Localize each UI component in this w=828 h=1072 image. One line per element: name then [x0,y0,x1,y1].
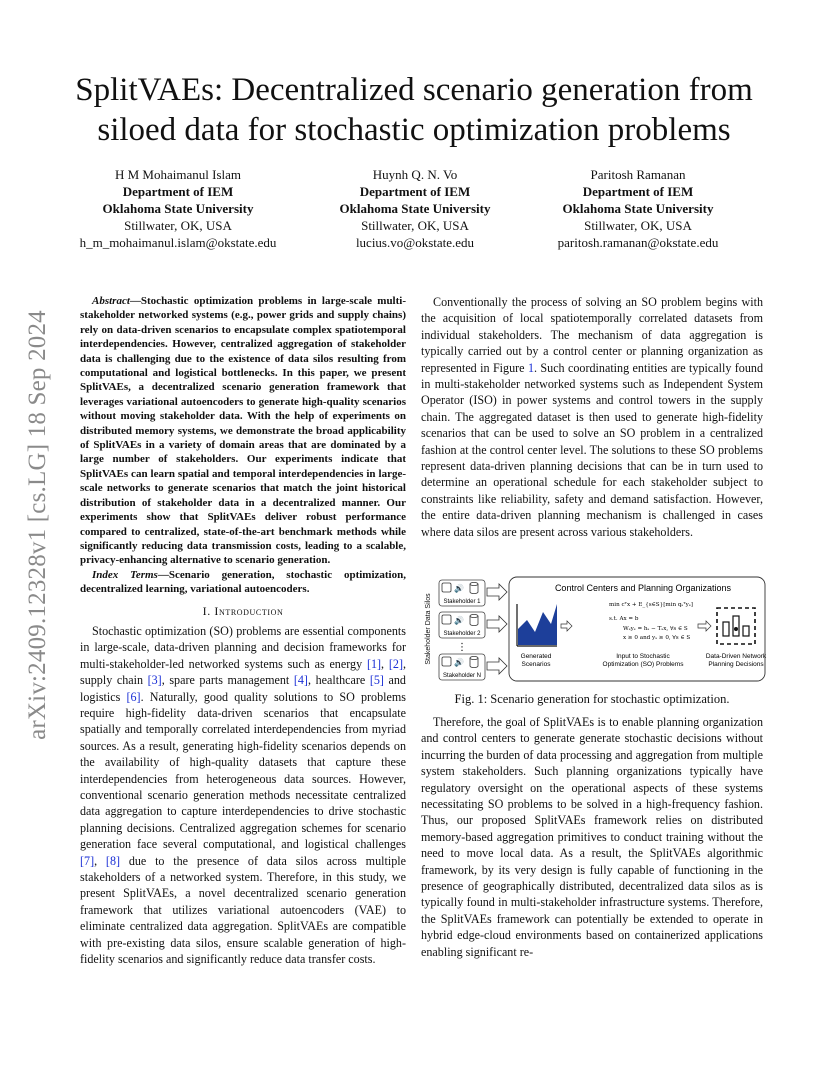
author-univ: Oklahoma State University [102,201,254,216]
figure-1-diagram [421,574,767,684]
author-city: Stillwater, OK, USA [361,218,469,233]
abstract-lead: Abstract [92,295,130,307]
stakeholder-n-silo [439,654,485,680]
arrow-icon [487,584,507,674]
citation-link[interactable]: [1] [366,656,382,671]
figure-1-caption: Fig. 1: Scenario generation for stochastic optimization. [454,692,730,706]
output-label-1: Data-Driven Network [705,653,767,660]
signal-icon: 🔊 [454,616,464,625]
stakeholder-label: Stakeholder N [442,673,482,679]
author-city: Stillwater, OK, USA [584,218,692,233]
author-name: Huynh Q. N. Vo [372,167,458,182]
figure-link[interactable]: 1 [527,360,534,375]
title-line-2: siloed data for stochastic optimization problems [97,112,731,148]
stakeholder-label: Stakeholder 2 [443,631,481,637]
abstract [80,294,406,568]
control-center-title: Control Centers and Planning Organizations [554,583,732,593]
equation-constraint-2: Wₛyₛ = hₛ − Tₛx, ∀s ∈ S [623,626,688,632]
index-terms-body: —Scenario generation, stochastic optimization, decentralized learning, variational autoencoders. [80,568,406,596]
left-column [80,294,406,967]
generated-label: Generated [520,653,552,660]
silos-label: Stakeholder Data Silos [425,593,432,665]
intro-paragraph: Stochastic optimization (SO) problems are essential components in large-scale, data-driven planning and decision frameworks for multi-stakeholder-led networked systems such as energy [1], [2], supply chain [3], spare parts management [4], healthcare [5] and logistics [6]. Naturally, good quality solutions to SO problems require high-fidelity data-driven scenarios that encapsulate spatially and temporally correlated interdependencies from myriad sources. As a result, generating high-fidelity scenarios depends on the availability of high-quality datasets that capture these interdependencies from heterogeneous data sources. However, conventional scenario generation methods necessitate centralized data aggregation to capture interdependencies to drive stochastic planning decisions. Centralized aggregation schemes for scenario generation face several computational, and logistical challenges [7], [8] due to the presence of data silos across multiple stakeholders of a networked system. Therefore, in this study, we present SplitVAEs, a novel decentralized scenario generation framework that utilizes variational autoencoders (VAE) to eliminate centralized data aggregation. SplitVAEs are compatible with pre-existing data silos, ensure scalable generation of high-fidelity scenarios and significantly reduce data transfer costs. [80,623,407,967]
author-name: H M Mohaimanul Islam [114,167,241,182]
figure-1 [421,574,767,684]
index-terms [80,568,406,597]
title-line-1: SplitVAEs: Decentralized scenario generation from [75,72,753,108]
abstract-body: —Stochastic optimization problems in large-scale multi-stakeholder networked systems (e.g., power grids and supply chains) rely on data-driven scenarios to encapsulate complex spatiotemporal interdependencies. However, centralized aggregation of stakeholder data is challenging due to the existence of data silos resulting from computational and logistical bottlenecks. In this paper, we present SplitVAEs, a decentralized scenario generation framework that leverages variational autoencoders to generate high-quality scenarios without moving stakeholder data. With the help of experiments on distributed memory systems, we demonstrate the broad applicability of SplitVAEs in a variety of domain areas that are dominated by a large number of stakeholders. Our experiments indicate that SplitVAEs can learn spatial and temporal interdependencies in large-scale networks to generate scenarios that match the joint historical distribution of stakeholder data in a decentralized manner. Our experiments show that SplitVAEs deliver robust performance compared to centralized, state-of-the-art benchmark methods while significantly reducing data transmission costs, leading to a scalable, privacy-enhancing alternative to scenario generation. [80,295,406,567]
right-paragraph-1: Conventionally the process of solving an SO problem begins with the acquisition of local spatiotemporally correlated datasets from individual stakeholders. The mechanism of data aggregation is typically carried out by a control center or planning organization as represented in Figure 1. Such coordinating entities are typically found in multi-stakeholder networked systems such as Independent System Operator (ISO) in power systems and control towers in the supply chain. The aggregated dataset is then used to generate high-fidelity scenarios that can be used to solve an SO problem in a centralized fashion at the control center level. The solutions to these SO problems represent data-driven planning decisions that can be in turn used to determine an operational schedule for each stakeholder subject to constraints like reliability, safety and demand satisfaction. However, the entire data-driven planning mechanism is challenged in cases where data silos are present across various stakeholders. [421,295,763,539]
equation-objective: min cᵀx + E_{s∈S}[min qₛᵀyₛ] [609,602,693,608]
section-heading-introduction: I. Introduction [202,603,284,618]
ellipsis-dots: ⋮ [457,642,467,653]
author-email: paritosh.ramanan@okstate.edu [557,235,719,250]
arxiv-identifier-text: arXiv:2409.12328v1 [cs.LG] 18 Sep 2024 [24,310,51,740]
output-label-2: Planning Decisions [708,661,764,668]
right-column-top [421,294,763,540]
citation-link[interactable]: [7] [80,853,95,868]
input-label-1: Input to Stochastic [616,653,670,660]
author-dept: Department of IEM [359,184,471,199]
author-1 [58,166,298,251]
right-column-bottom [421,714,763,960]
server-icon [442,615,451,624]
equation-constraint-3: x ≥ 0 and yₛ ≥ 0, ∀s ∈ S [623,635,691,641]
signal-icon: 🔊 [454,584,464,593]
arxiv-identifier [18,290,58,760]
stakeholder-2-silo [439,612,485,638]
scenarios-label: Scenarios [521,661,551,668]
right-paragraph-2: Therefore, the goal of SplitVAEs is to enable planning organization and control centers to generate generate stochastic decisions without incurring the burden of data processing and aggregation from multiple system stakeholders. Such planning organizations typically have regulatory oversight on the operational aspects of these systems necessitating SO problems to be solved in a high-frequency fashion. Thus, our proposed SplitVAEs framework relies on distributed memory-based aggregation primitives to conduct training without the need to move local data. As a result, the SplitVAEs algorithmic framework, by its very design is fully capable of functioning in the presence of geographically distributed, decentralized data silos as is typically found in multi-stakeholder infrastructure systems. Therefore, the SplitVAEs framework can potentially be extended to operate in hybrid edge-cloud environments based on containerized applications enabling significant re- [421,715,763,959]
author-univ: Oklahoma State University [562,201,714,216]
author-2 [295,166,535,251]
index-terms-lead: Index Terms [92,568,158,581]
author-3 [518,166,758,251]
citation-link[interactable]: [3] [147,673,162,688]
input-label-2: Optimization (SO) Problems [602,661,684,668]
author-dept: Department of IEM [122,184,234,199]
citation-link[interactable]: [4] [293,673,308,688]
server-icon [442,583,451,592]
citation-link[interactable]: [2] [388,656,403,671]
author-email: h_m_mohaimanul.islam@okstate.edu [79,235,277,250]
signal-icon: 🔊 [454,658,464,667]
author-city: Stillwater, OK, USA [124,218,232,233]
server-icon [442,657,451,666]
stakeholder-label: Stakeholder 1 [443,599,481,605]
equation-constraint-1: s.t. Ax = b [609,616,639,622]
author-dept: Department of IEM [582,184,694,199]
citation-link[interactable]: [8] [105,853,121,868]
citation-link[interactable]: [6] [126,689,141,704]
author-name: Paritosh Ramanan [590,167,686,182]
paper-title [60,70,768,150]
author-univ: Oklahoma State University [339,201,491,216]
stakeholder-1-silo [439,580,485,606]
author-email: lucius.vo@okstate.edu [355,235,475,250]
citation-link[interactable]: [5] [369,673,384,688]
